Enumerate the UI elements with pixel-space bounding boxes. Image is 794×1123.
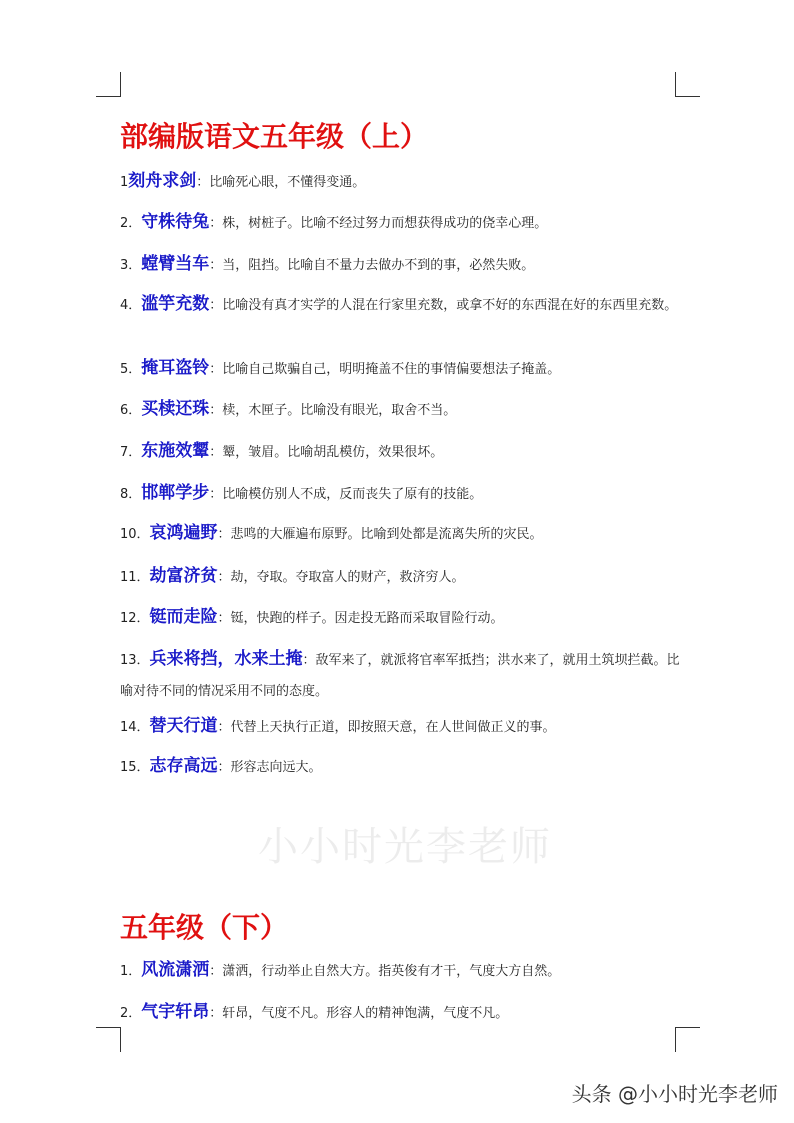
- idiom-definition: ：株，树桩子。比喻不经过努力而想获得成功的侥幸心理。: [209, 216, 548, 231]
- crop-mark-bottom-left: [96, 1027, 121, 1052]
- idiom-entry: [120, 644, 680, 707]
- idiom-entry: [120, 394, 680, 426]
- entry-number: 5．: [120, 362, 142, 377]
- idiom-definition: ：当，阻挡。比喻自不量力去做办不到的事，必然失败。: [209, 258, 535, 273]
- footer-attribution: 头条 @小小时光李老师: [571, 1082, 778, 1106]
- idiom-term: 铤而走险: [149, 607, 218, 627]
- entry-number: 12．: [120, 611, 150, 626]
- idiom-term: 滥竽充数: [141, 294, 210, 314]
- entry-number: 2．: [120, 216, 142, 231]
- idiom-entry: [120, 436, 680, 468]
- idiom-entry: [120, 751, 680, 783]
- idiom-term: 邯郸学步: [141, 483, 210, 503]
- idiom-definition: ：比喻没有真才实学的人混在行家里充数，或拿不好的东西混在好的东西里充数。: [209, 298, 678, 313]
- entry-number: 2．: [120, 1006, 142, 1021]
- idiom-term: 风流潇洒: [141, 960, 210, 980]
- entry-number: 15．: [120, 760, 150, 775]
- idiom-entry: [120, 249, 680, 281]
- idiom-definition: ：颦，皱眉。比喻胡乱模仿，效果很坏。: [209, 445, 444, 460]
- idiom-term: 掩耳盗铃: [141, 358, 210, 378]
- idiom-entry: [120, 955, 680, 987]
- idiom-definition: ：铤，快跑的样子。因走投无路而采取冒险行动。: [217, 611, 504, 626]
- idiom-definition: ：潇洒，行动举止自然大方。指英俊有才干，气度大方自然。: [209, 964, 561, 979]
- idiom-term: 兵来将挡，水来土掩: [149, 649, 303, 669]
- idiom-entry: [120, 997, 680, 1029]
- entry-number: 6．: [120, 403, 142, 418]
- entry-number: 1: [120, 175, 129, 190]
- idiom-term: 刻舟求剑: [128, 171, 197, 191]
- section-title-grade5-upper: 部编版语文五年级（上）: [120, 120, 429, 153]
- idiom-entry: [120, 478, 680, 510]
- watermark: 小小时光李老师: [258, 824, 552, 870]
- idiom-term: 志存高远: [149, 756, 218, 776]
- idiom-definition: ：比喻模仿别人不成，反而丧失了原有的技能。: [209, 487, 483, 502]
- crop-mark-top-left: [96, 72, 121, 97]
- entry-number: 1．: [120, 964, 142, 979]
- idiom-definition: ：形容志向远大。: [217, 760, 322, 775]
- idiom-entry: [120, 289, 680, 321]
- idiom-entry: [120, 561, 680, 593]
- idiom-term: 守株待兔: [141, 212, 210, 232]
- idiom-term: 劫富济贫: [149, 566, 218, 586]
- entry-number: 3．: [120, 258, 142, 273]
- entry-number: 10．: [120, 527, 150, 542]
- idiom-definition: ：椟，木匣子。比喻没有眼光，取舍不当。: [209, 403, 457, 418]
- entry-number: 8．: [120, 487, 142, 502]
- idiom-definition: ：劫，夺取。夺取富人的财产，救济穷人。: [217, 570, 465, 585]
- section-title-grade5-lower: 五年级（下）: [120, 911, 289, 944]
- idiom-definition: ：比喻自己欺骗自己，明明掩盖不住的事情偏要想法子掩盖。: [209, 362, 561, 377]
- idiom-term: 气宇轩昂: [141, 1002, 210, 1022]
- idiom-term: 螳臂当车: [141, 254, 210, 274]
- idiom-term: 哀鸿遍野: [149, 523, 218, 543]
- idiom-definition: ：敌军来了，就派将官率军抵挡；洪水来了，就用土筑坝拦截。比喻对待不同的情况采用不同的态度。: [120, 653, 680, 699]
- idiom-definition: ：代替上天执行正道，即按照天意，在人世间做正义的事。: [217, 720, 556, 735]
- idiom-entry: [120, 602, 680, 634]
- entry-number: 7．: [120, 445, 142, 460]
- entry-number: 13．: [120, 653, 150, 668]
- idiom-term: 替天行道: [149, 716, 218, 736]
- idiom-definition: ：悲鸣的大雁遍布原野。比喻到处都是流离失所的灾民。: [217, 527, 543, 542]
- entry-number: 11．: [120, 570, 150, 585]
- idiom-entry: [120, 166, 680, 198]
- idiom-entry: [120, 207, 680, 239]
- idiom-definition: ：比喻死心眼，不懂得变通。: [196, 175, 366, 190]
- idiom-definition: ：轩昂，气度不凡。形容人的精神饱满，气度不凡。: [209, 1006, 509, 1021]
- crop-mark-bottom-right: [675, 1027, 700, 1052]
- entry-number: 4．: [120, 298, 142, 313]
- idiom-term: 买椟还珠: [141, 399, 210, 419]
- idiom-entry: [120, 353, 680, 385]
- idiom-entry: [120, 711, 680, 743]
- crop-mark-top-right: [675, 72, 700, 97]
- idiom-term: 东施效颦: [141, 441, 210, 461]
- entry-number: 14．: [120, 720, 150, 735]
- idiom-entry: [120, 518, 680, 550]
